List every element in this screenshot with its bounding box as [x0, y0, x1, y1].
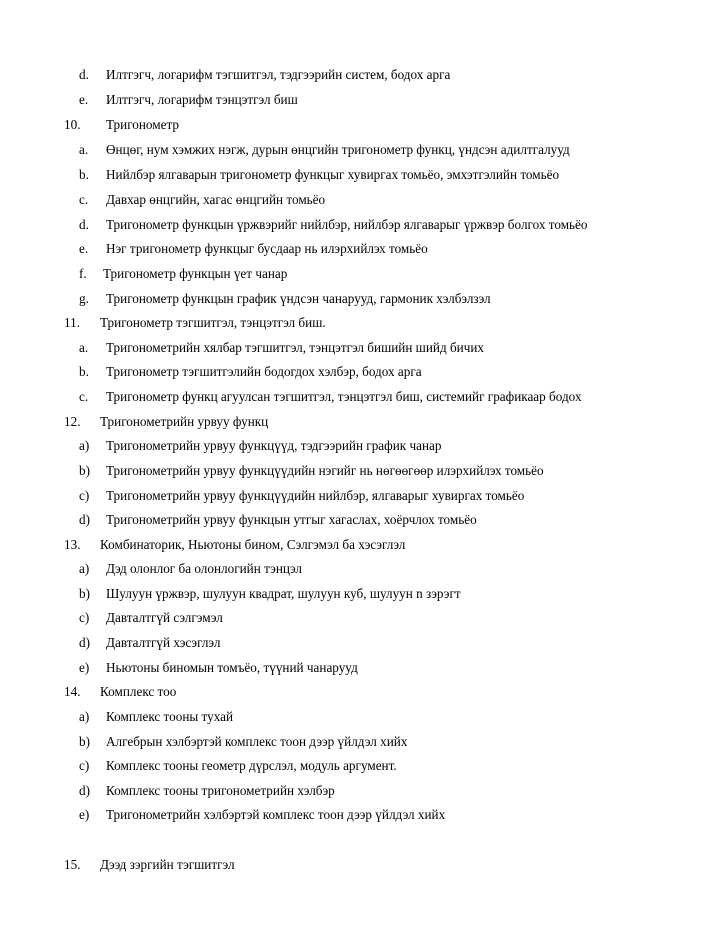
- list-marker: e.: [79, 92, 89, 107]
- list-marker: c): [79, 758, 90, 773]
- list-item-text: Тригонометр тэгшитгэлийн бодогдох хэлбэр, бодох арга: [106, 364, 422, 379]
- list-marker: a.: [79, 340, 89, 355]
- list-item-text: Тригонометрийн урвуу функцын утгыг хагаслах, хоёрчлох томьёо: [106, 512, 477, 527]
- section-number: 13.: [64, 537, 81, 552]
- list-marker: f.: [79, 266, 87, 281]
- list-item-text: Илтгэгч, логарифм тэгшитгэл, тэдгээрийн систем, бодох арга: [106, 67, 451, 82]
- list-marker: d): [79, 512, 90, 527]
- list-marker: a): [79, 438, 90, 453]
- list-item-text: Илтгэгч, логарифм тэнцэтгэл биш: [106, 92, 298, 107]
- list-marker: d.: [79, 217, 89, 232]
- section-title: Комбинаторик, Ньютоны бином, Сэлгэмэл ба хэсэглэл: [100, 537, 406, 552]
- list-marker: c.: [79, 389, 89, 404]
- list-item-text: Давталтгүй хэсэглэл: [106, 635, 221, 650]
- list-marker: e.: [79, 241, 89, 256]
- list-item-text: Тригонометрийн урвуу функцүүд, тэдгээрийн график чанар: [106, 438, 442, 453]
- list-marker: e): [79, 807, 90, 822]
- list-marker: a): [79, 709, 90, 724]
- list-item-text: Тригонометрийн хэлбэртэй комплекс тоон дээр үйлдэл хийх: [106, 807, 446, 822]
- list-marker: b): [79, 586, 90, 601]
- list-item-text: Комплекс тооны тухай: [106, 709, 234, 724]
- list-item-text: Комплекс тооны тригонометрийн хэлбэр: [106, 783, 335, 798]
- section-number: 15.: [64, 857, 81, 872]
- list-marker: a.: [79, 142, 89, 157]
- list-item-text: Нийлбэр ялгаварын тригонометр функцыг хувиргах томьёо, эмхэтгэлийн томьёо: [106, 167, 560, 182]
- list-marker: d.: [79, 67, 89, 82]
- section-title: Тригонометрийн урвуу функц: [100, 414, 269, 429]
- list-item-text: Дэд олонлог ба олонлогийн тэнцэл: [106, 561, 302, 576]
- list-item-text: Тригонометрийн урвуу функцүүдийн нэгийг нь нөгөөгөөр илэрхийлэх томьёо: [106, 463, 544, 478]
- list-item-text: Комплекс тооны геометр дүрслэл, модуль аргумент.: [106, 758, 397, 773]
- list-marker: b): [79, 734, 90, 749]
- section-title: Дээд зэргийн тэгшитгэл: [100, 857, 235, 872]
- list-item-text: Тригонометр функц агуулсан тэгшитгэл, тэнцэтгэл биш, системийг графикаар бодох: [106, 389, 582, 404]
- list-item-text: Тригонометр функцын үет чанар: [103, 266, 288, 281]
- list-marker: d): [79, 635, 90, 650]
- list-marker: a): [79, 561, 90, 576]
- list-marker: e): [79, 660, 90, 675]
- section-number: 11.: [64, 315, 80, 330]
- section-title: Тригонометр тэгшитгэл, тэнцэтгэл биш.: [100, 315, 326, 330]
- list-item-text: Алгебрын хэлбэртэй комплекс тоон дээр үйлдэл хийх: [106, 734, 408, 749]
- list-item-text: Өнцөг, нум хэмжих нэгж, дурын өнцгийн тригонометр функц, үндсэн адилтгалууд: [106, 142, 570, 157]
- section-title: Комплекс тоо: [100, 684, 177, 699]
- list-item-text: Ньютоны биномын томъёо, түүний чанарууд: [106, 660, 358, 675]
- list-marker: b.: [79, 364, 89, 379]
- list-marker: g.: [79, 291, 89, 306]
- list-item-text: Тригонометр функцын үржвэрийг нийлбэр, нийлбэр ялгаварыг үржвэр болгох томьёо: [106, 217, 588, 232]
- list-marker: c.: [79, 192, 89, 207]
- section-number: 10.: [64, 117, 81, 132]
- section-number: 12.: [64, 414, 81, 429]
- list-marker: c): [79, 488, 90, 503]
- list-item-text: Тригонометрийн хялбар тэгшитгэл, тэнцэтгэл бишийн шийд бичих: [106, 340, 485, 355]
- list-item-text: Шулуун үржвэр, шулуун квадрат, шулуун куб, шулуун n зэрэгт: [106, 586, 461, 601]
- section-title: Тригонометр: [106, 117, 179, 132]
- list-marker: c): [79, 610, 90, 625]
- list-item-text: Нэг тригонометр функцыг бусдаар нь илэрхийлэх томьёо: [106, 241, 428, 256]
- list-item-text: Тригонометрийн урвуу функцүүдийн нийлбэр, ялгаварыг хувиргах томьёо: [106, 488, 525, 503]
- list-marker: d): [79, 783, 90, 798]
- list-marker: b): [79, 463, 90, 478]
- section-number: 14.: [64, 684, 81, 699]
- list-item-text: Тригонометр функцын график үндсэн чанарууд, гармоник хэлбэлзэл: [106, 291, 491, 306]
- list-item-text: Давталтгүй сэлгэмэл: [106, 610, 223, 625]
- list-marker: b.: [79, 167, 89, 182]
- list-item-text: Давхар өнцгийн, хагас өнцгийн томьёо: [106, 192, 326, 207]
